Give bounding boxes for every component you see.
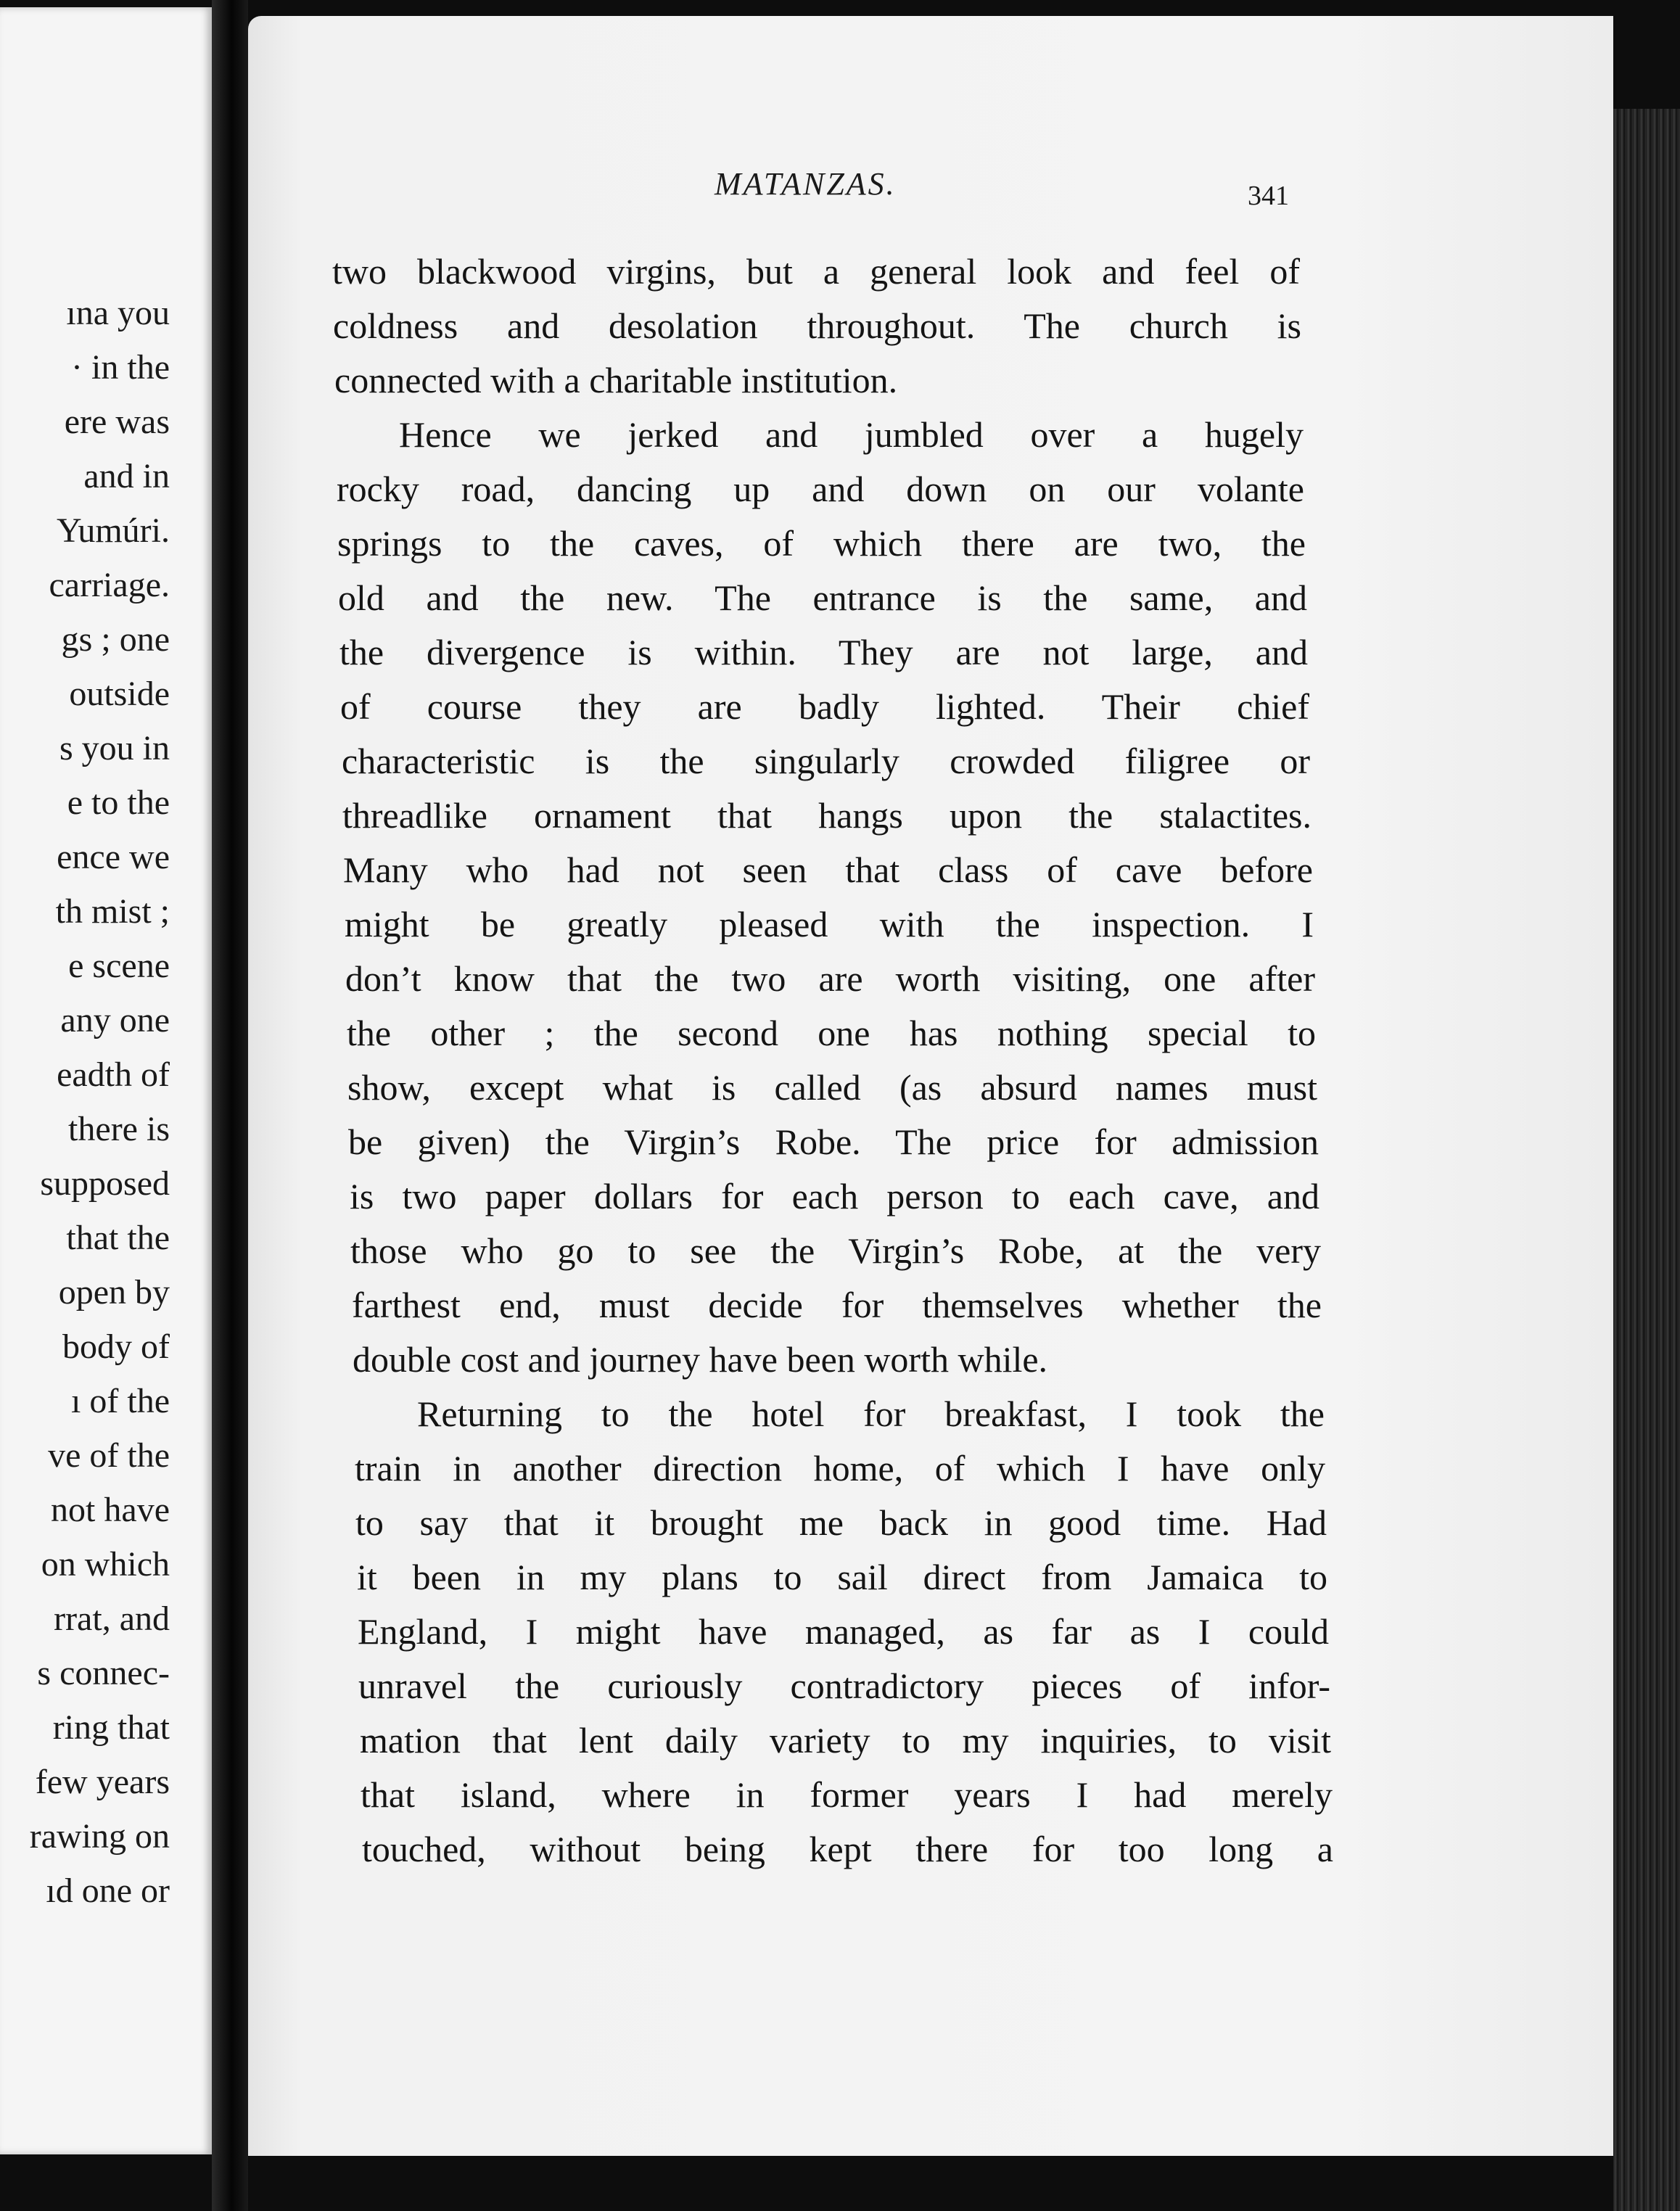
text-line: springs to the caves, of which there are two, the	[337, 523, 1306, 564]
text-line: is two paper dollars for each person to each cave, and	[350, 1176, 1319, 1216]
text-line: two blackwood virgins, but a general look and feel of	[332, 251, 1300, 292]
previous-page-line: and in	[83, 457, 170, 495]
previous-page-line: open by	[58, 1273, 170, 1312]
page-number: 341	[1248, 181, 1289, 211]
previous-page-line: Yumúri.	[57, 511, 170, 550]
text-line: of course they are badly lighted. Their chief	[340, 686, 1309, 727]
text-line: it been in my plans to sail direct from Jamaica to	[357, 1557, 1327, 1597]
previous-page	[0, 7, 212, 2154]
text-line: those who go to see the Virgin’s Robe, at the very	[350, 1230, 1321, 1271]
previous-page-line: any one	[60, 1001, 170, 1039]
text-line: old and the new. The entrance is the same, and	[338, 577, 1307, 618]
text-line: train in another direction home, of which I have only	[355, 1448, 1325, 1489]
previous-page-line: supposed	[40, 1164, 170, 1203]
previous-page-line: gs ; one	[61, 620, 170, 659]
previous-page-line: there is	[68, 1110, 170, 1148]
previous-page-line: not have	[51, 1491, 170, 1529]
text-line: coldness and desolation throughout. The church is	[333, 305, 1301, 346]
previous-page-line: ere was	[64, 403, 170, 441]
text-line: might be greatly pleased with the inspection. I	[345, 904, 1314, 944]
text-line: to say that it brought me back in good time. Had	[355, 1502, 1327, 1543]
text-line: don’t know that the two are worth visiting, one after	[345, 958, 1315, 999]
text-line: England, I might have managed, as far as I could	[358, 1611, 1329, 1652]
previous-page-line: rawing on	[29, 1817, 170, 1856]
text-line: the other ; the second one has nothing special to	[347, 1013, 1316, 1053]
previous-page-line: · in the	[71, 348, 170, 387]
text-line: double cost and journey have been worth while.	[353, 1339, 1048, 1380]
previous-page-line: that the	[66, 1219, 170, 1257]
previous-page-line: s you in	[59, 729, 170, 767]
previous-page-line: ı of the	[71, 1382, 170, 1420]
running-head: MATANZAS.	[715, 166, 897, 202]
page-fore-edge	[1613, 109, 1680, 2211]
text-line: farthest end, must decide for themselves whether the	[352, 1285, 1322, 1325]
previous-page-line: s connec-	[37, 1654, 170, 1692]
text-line: show, except what is called (as absurd names must	[347, 1067, 1317, 1108]
text-line: Returning to the hotel for breakfast, I took the	[417, 1393, 1325, 1434]
text-line: unravel the curiously contradictory pieces of infor-	[358, 1666, 1330, 1706]
previous-page-line: th mist ;	[55, 892, 170, 931]
previous-page-line: eadth of	[57, 1055, 170, 1094]
text-line: connected with a charitable institution.	[334, 360, 898, 400]
text-line: Many who had not seen that class of cave before	[343, 849, 1313, 890]
previous-page-line: ıd one or	[46, 1872, 170, 1910]
previous-page-line: outside	[69, 675, 170, 713]
text-line: touched, without being kept there for too long a	[362, 1829, 1333, 1869]
text-line: rocky road, dancing up and down on our volante	[337, 469, 1304, 509]
previous-page-line: e scene	[68, 947, 170, 985]
text-line: mation that lent daily variety to my inquiries, to visit	[360, 1720, 1331, 1761]
previous-page-line: ına you	[66, 294, 170, 332]
previous-page-line: rrat, and	[54, 1599, 170, 1638]
text-line: characteristic is the singularly crowded filigree or	[342, 741, 1310, 781]
previous-page-line: e to the	[67, 783, 170, 822]
previous-page-line: ence we	[57, 838, 170, 876]
previous-page-line: few years	[35, 1763, 170, 1801]
text-line: the divergence is within. They are not large, and	[339, 632, 1308, 672]
book-gutter	[212, 0, 248, 2211]
previous-page-line: carriage.	[49, 566, 170, 604]
text-line: Hence we jerked and jumbled over a hugely	[399, 414, 1304, 455]
previous-page-line: on which	[41, 1545, 170, 1584]
text-line: threadlike ornament that hangs upon the stalactites.	[342, 795, 1312, 836]
previous-page-line: ring that	[52, 1708, 170, 1747]
previous-page-line: body of	[62, 1327, 170, 1366]
text-line: be given) the Virgin’s Robe. The price for admission	[348, 1121, 1319, 1162]
text-line: that island, where in former years I had merely	[361, 1774, 1333, 1815]
previous-page-line: ve of the	[48, 1436, 170, 1475]
